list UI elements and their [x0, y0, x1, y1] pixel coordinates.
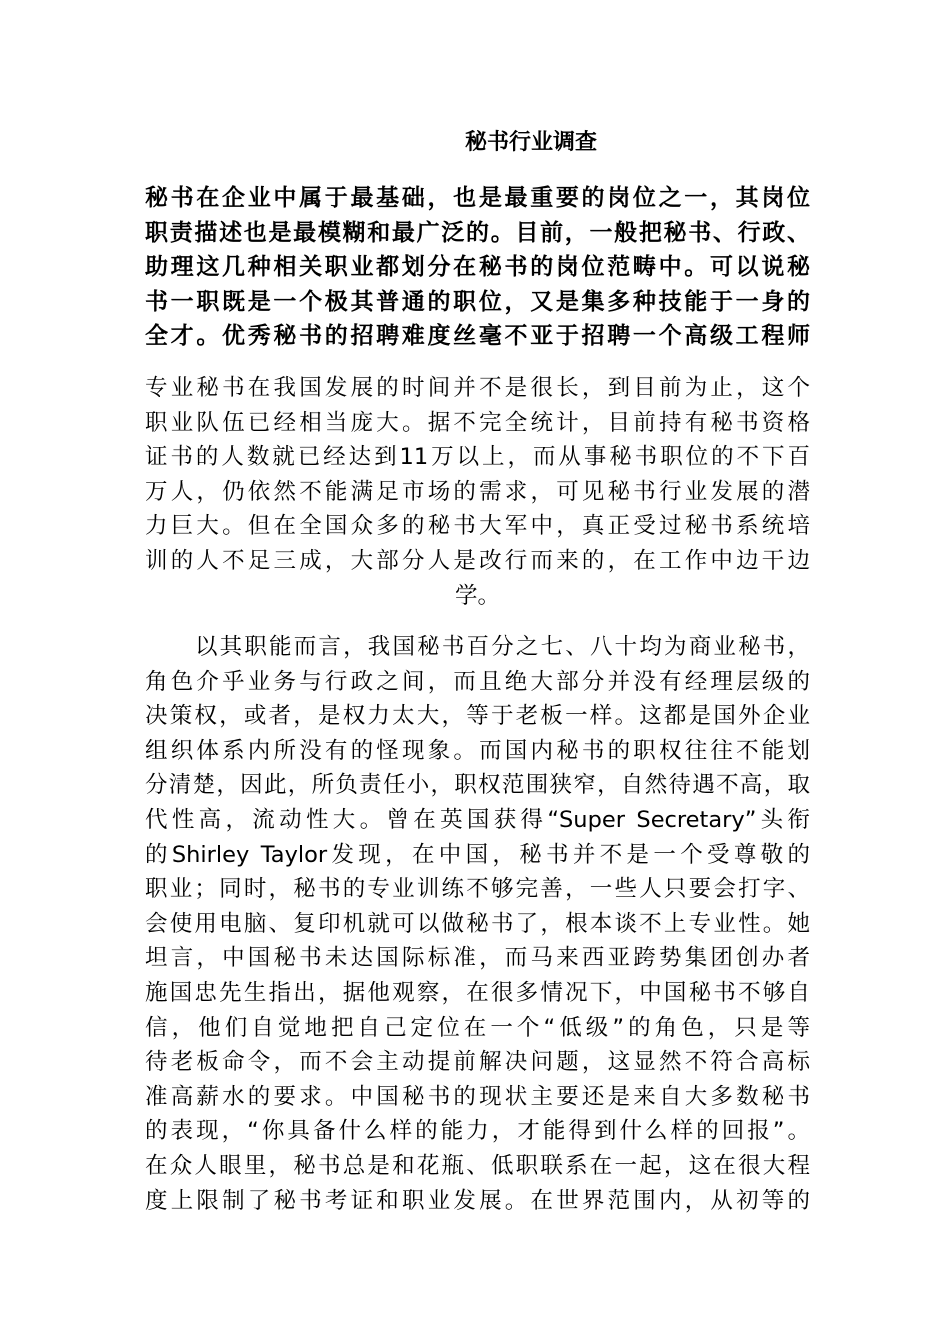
lead-line: 秘书在企业中属于最基础，也是最重要的岗位之一，其岗位 — [145, 185, 810, 211]
paragraph-line: 学。 — [454, 582, 500, 609]
paragraph-line: 证书的人数就已经达到11万以上，而从事秘书职位的不下百 — [145, 444, 810, 471]
paragraph-line: 待老板命令，而不会主动提前解决问题，这显然不符合高标 — [145, 1049, 810, 1076]
lead-line: 书一职既是一个极其普通的职位，又是集多种技能于一身的 — [145, 288, 810, 315]
paragraph-line: 组织体系内所没有的怪现象。而国内秘书的职权往往不能划 — [145, 737, 810, 764]
paragraph-line: 职业；同时，秘书的专业训练不够完善，一些人只要会打字、 — [145, 876, 810, 903]
paragraph-line: 施国忠先生指出，据他观察，在很多情况下，中国秘书不够自 — [145, 979, 810, 1006]
paragraph-line: 训的人不足三成，大部分人是改行而来的，在工作中边干边 — [145, 547, 810, 574]
paragraph-line: 决策权，或者，是权力太大，等于老板一样。这都是国外企业 — [145, 703, 810, 730]
paragraph-line: 专业秘书在我国发展的时间并不是很长，到目前为止，这个 — [145, 375, 810, 401]
paragraph-line: 角色介乎业务与行政之间，而且绝大部分并没有经理层级的 — [145, 668, 810, 695]
paragraph-line: 分清楚，因此，所负责任小，职权范围狭窄，自然待遇不高，取 — [145, 772, 810, 799]
lead-line: 职责描述也是最模糊和最广泛的。目前，一般把秘书、行政、 — [145, 219, 810, 246]
paragraph-line: 准高薪水的要求。中国秘书的现状主要还是来自大多数秘书 — [145, 1083, 810, 1110]
paragraph-line: 力巨大。但在全国众多的秘书大军中，真正受过秘书系统培 — [145, 513, 810, 540]
paragraph-line: 度上限制了秘书考证和职业发展。在世界范围内，从初等的 — [145, 1187, 810, 1214]
paragraph-line: 万人，仍依然不能满足市场的需求，可见秘书行业发展的潜 — [145, 478, 810, 505]
body-paragraph-1 — [145, 371, 810, 613]
paragraph-line: 坦言，中国秘书未达国际标准，而马来西亚跨势集团创办者 — [145, 945, 810, 972]
paragraph-line: 的Shirley Taylor发现，在中国，秘书并不是一个受尊敬的 — [145, 841, 810, 868]
body-paragraph-2 — [145, 630, 810, 1218]
lead-paragraph — [145, 181, 810, 354]
lead-line: 全才。优秀秘书的招聘难度丝毫不亚于招聘一个高级工程师 — [145, 323, 810, 349]
document-title: 秘书行业调查 — [464, 130, 597, 155]
paragraph-line: 职业队伍已经相当庞大。据不完全统计，目前持有秘书资格 — [145, 409, 810, 436]
paragraph-line: 以其职能而言，我国秘书百分之七、八十均为商业秘书， — [195, 634, 810, 660]
paragraph-line: 代性高，流动性大。曾在英国获得“Super Secretary”头衔 — [145, 806, 810, 833]
paragraph-line: 在众人眼里，秘书总是和花瓶、低职联系在一起，这在很大程 — [145, 1152, 810, 1179]
paragraph-line: 会使用电脑、复印机就可以做秘书了，根本谈不上专业性。她 — [145, 910, 810, 937]
paragraph-line: 的表现，“你具备什么样的能力，才能得到什么样的回报”。 — [145, 1118, 810, 1145]
lead-line: 助理这几种相关职业都划分在秘书的岗位范畴中。可以说秘 — [145, 254, 810, 280]
paragraph-line: 信，他们自觉地把自己定位在一个“低级”的角色，只是等 — [145, 1014, 810, 1041]
